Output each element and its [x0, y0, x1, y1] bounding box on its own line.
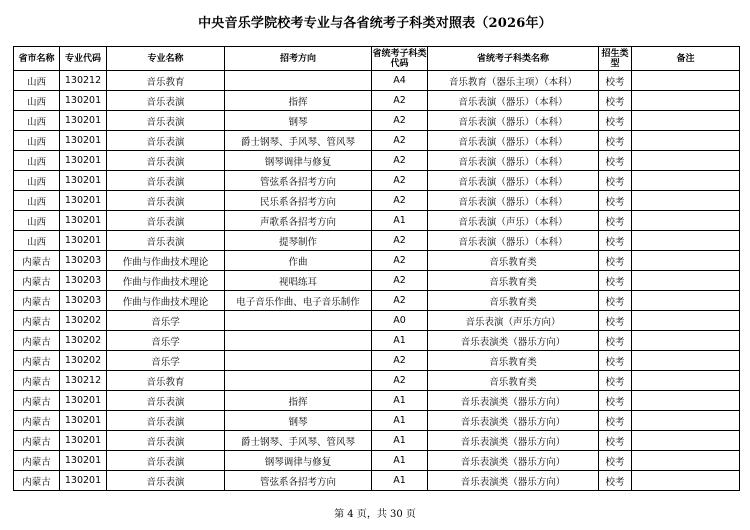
table-row — [14, 291, 740, 311]
cell-subcategory-name: 音乐教育（器乐主项）（本科） — [428, 71, 599, 91]
header-admission-type: 招生类型 — [599, 47, 632, 71]
cell-subcategory-name: 音乐表演类（器乐方向） — [428, 331, 599, 351]
cell-major-name: 音乐表演 — [107, 111, 225, 131]
cell-subcategory-name: 音乐教育类 — [428, 251, 599, 271]
cell-subcategory-code: A1 — [372, 391, 428, 411]
cell-admission-type: 校考 — [599, 311, 632, 331]
table-row — [14, 171, 740, 191]
cell-remarks — [632, 291, 740, 311]
table-row — [14, 131, 740, 151]
cell-admission-type: 校考 — [599, 131, 632, 151]
cell-major-name: 音乐表演 — [107, 231, 225, 251]
cell-direction: 爵士钢琴、手风琴、管风琴 — [225, 431, 372, 451]
header-subcategory-code: 省统考子科类代码 — [372, 48, 427, 69]
cell-subcategory-name: 音乐教育类 — [428, 271, 599, 291]
cell-subcategory-code: A1 — [372, 211, 428, 231]
cell-province: 山西 — [14, 151, 60, 171]
cell-province: 山西 — [14, 211, 60, 231]
cell-province: 山西 — [14, 131, 60, 151]
cell-subcategory-code: A2 — [372, 351, 428, 371]
cell-admission-type: 校考 — [599, 171, 632, 191]
cell-major-name: 音乐表演 — [107, 91, 225, 111]
header-major-code: 专业代码 — [60, 47, 107, 71]
cell-major-code: 130201 — [60, 431, 107, 451]
cell-remarks — [632, 331, 740, 351]
cell-province: 山西 — [14, 171, 60, 191]
cell-subcategory-code: A2 — [372, 251, 428, 271]
cell-direction: 管弦系各招考方向 — [225, 471, 372, 491]
cell-major-code: 130201 — [60, 231, 107, 251]
cell-admission-type: 校考 — [599, 331, 632, 351]
cell-direction: 管弦系各招考方向 — [225, 171, 372, 191]
cell-subcategory-code: A1 — [372, 411, 428, 431]
cell-province: 内蒙古 — [14, 451, 60, 471]
cell-major-code: 130201 — [60, 151, 107, 171]
cell-admission-type: 校考 — [599, 251, 632, 271]
cell-province: 内蒙古 — [14, 371, 60, 391]
cell-remarks — [632, 71, 740, 91]
cell-major-name: 音乐学 — [107, 311, 225, 331]
cell-direction: 钢琴 — [225, 111, 372, 131]
cell-major-name: 音乐表演 — [107, 131, 225, 151]
cell-province: 内蒙古 — [14, 411, 60, 431]
cell-admission-type: 校考 — [599, 231, 632, 251]
cell-major-name: 音乐表演 — [107, 451, 225, 471]
cell-admission-type: 校考 — [599, 471, 632, 491]
cell-subcategory-name: 音乐表演类（器乐方向） — [428, 471, 599, 491]
cell-remarks — [632, 351, 740, 371]
cell-admission-type: 校考 — [599, 431, 632, 451]
table-row — [14, 151, 740, 171]
cell-province: 山西 — [14, 231, 60, 251]
table-header-row — [14, 47, 740, 71]
cell-major-code: 130202 — [60, 331, 107, 351]
cell-remarks — [632, 271, 740, 291]
cell-remarks — [632, 91, 740, 111]
cell-direction — [225, 311, 372, 331]
cell-major-name: 音乐表演 — [107, 191, 225, 211]
cell-province: 内蒙古 — [14, 291, 60, 311]
header-major-name: 专业名称 — [107, 47, 225, 71]
cell-major-name: 音乐学 — [107, 331, 225, 351]
table-body — [14, 71, 740, 491]
cell-major-code: 130201 — [60, 91, 107, 111]
cell-subcategory-name: 音乐表演（声乐方向） — [428, 311, 599, 331]
cell-direction — [225, 351, 372, 371]
cell-admission-type: 校考 — [599, 91, 632, 111]
cell-remarks — [632, 391, 740, 411]
cell-major-code: 130201 — [60, 471, 107, 491]
table-row — [14, 371, 740, 391]
cell-major-name: 音乐教育 — [107, 371, 225, 391]
cell-direction: 民乐系各招考方向 — [225, 191, 372, 211]
cell-province: 内蒙古 — [14, 431, 60, 451]
cell-remarks — [632, 151, 740, 171]
cell-direction: 钢琴 — [225, 411, 372, 431]
cell-remarks — [632, 311, 740, 331]
cell-direction: 钢琴调律与修复 — [225, 151, 372, 171]
table-row — [14, 191, 740, 211]
cell-subcategory-name: 音乐表演（器乐）（本科） — [428, 191, 599, 211]
cell-subcategory-name: 音乐表演（器乐）（本科） — [428, 91, 599, 111]
cell-subcategory-name: 音乐表演类（器乐方向） — [428, 451, 599, 471]
cell-major-code: 130201 — [60, 111, 107, 131]
cell-province: 内蒙古 — [14, 391, 60, 411]
cell-subcategory-code: A2 — [372, 371, 428, 391]
cell-remarks — [632, 431, 740, 451]
cell-subcategory-name: 音乐教育类 — [428, 371, 599, 391]
cell-direction: 视唱练耳 — [225, 271, 372, 291]
cell-major-code: 130212 — [60, 371, 107, 391]
cell-admission-type: 校考 — [599, 271, 632, 291]
cell-admission-type: 校考 — [599, 71, 632, 91]
cell-direction: 指挥 — [225, 91, 372, 111]
cell-admission-type: 校考 — [599, 151, 632, 171]
cell-subcategory-name: 音乐表演（器乐）（本科） — [428, 131, 599, 151]
cell-subcategory-code: A2 — [372, 291, 428, 311]
cell-subcategory-code: A2 — [372, 91, 428, 111]
cell-direction: 电子音乐作曲、电子音乐制作 — [225, 291, 372, 311]
cell-subcategory-name: 音乐教育类 — [428, 291, 599, 311]
cell-subcategory-code: A4 — [372, 71, 428, 91]
cell-remarks — [632, 171, 740, 191]
cell-major-name: 音乐表演 — [107, 471, 225, 491]
cell-subcategory-name: 音乐表演类（器乐方向） — [428, 411, 599, 431]
cell-subcategory-code: A2 — [372, 111, 428, 131]
cell-admission-type: 校考 — [599, 371, 632, 391]
cell-subcategory-name: 音乐表演（声乐）（本科） — [428, 211, 599, 231]
cell-province: 内蒙古 — [14, 271, 60, 291]
table-row — [14, 331, 740, 351]
cell-major-name: 音乐表演 — [107, 211, 225, 231]
cell-subcategory-name: 音乐表演（器乐）（本科） — [428, 111, 599, 131]
table-row — [14, 451, 740, 471]
cell-subcategory-code: A2 — [372, 151, 428, 171]
cell-province: 内蒙古 — [14, 351, 60, 371]
cell-subcategory-name: 音乐教育类 — [428, 351, 599, 371]
cell-major-code: 130201 — [60, 451, 107, 471]
cell-major-code: 130201 — [60, 411, 107, 431]
cell-direction: 作曲 — [225, 251, 372, 271]
cell-remarks — [632, 231, 740, 251]
cell-major-code: 130201 — [60, 191, 107, 211]
cell-major-code: 130202 — [60, 311, 107, 331]
cell-major-code: 130201 — [60, 171, 107, 191]
cell-major-name: 音乐表演 — [107, 151, 225, 171]
admissions-table — [13, 46, 740, 491]
cell-subcategory-code: A1 — [372, 431, 428, 451]
table-row — [14, 71, 740, 91]
cell-subcategory-name: 音乐表演（器乐）（本科） — [428, 171, 599, 191]
cell-admission-type: 校考 — [599, 451, 632, 471]
cell-major-code: 130203 — [60, 291, 107, 311]
table-row — [14, 411, 740, 431]
cell-remarks — [632, 251, 740, 271]
table-row — [14, 351, 740, 371]
cell-province: 内蒙古 — [14, 471, 60, 491]
cell-remarks — [632, 411, 740, 431]
cell-subcategory-code: A2 — [372, 231, 428, 251]
cell-major-code: 130202 — [60, 351, 107, 371]
cell-major-name: 作曲与作曲技术理论 — [107, 251, 225, 271]
cell-major-code: 130201 — [60, 391, 107, 411]
cell-admission-type: 校考 — [599, 411, 632, 431]
cell-admission-type: 校考 — [599, 211, 632, 231]
cell-subcategory-name: 音乐表演类（器乐方向） — [428, 391, 599, 411]
table-row — [14, 271, 740, 291]
header-subcategory-name: 省统考子科类名称 — [428, 47, 599, 71]
cell-subcategory-code: A1 — [372, 471, 428, 491]
cell-major-name: 音乐表演 — [107, 411, 225, 431]
cell-subcategory-code: A1 — [372, 451, 428, 471]
cell-major-code: 130203 — [60, 251, 107, 271]
cell-direction: 声歌系各招考方向 — [225, 211, 372, 231]
cell-direction — [225, 371, 372, 391]
cell-major-code: 130203 — [60, 271, 107, 291]
table-row — [14, 471, 740, 491]
cell-major-name: 音乐表演 — [107, 171, 225, 191]
cell-province: 内蒙古 — [14, 331, 60, 351]
cell-remarks — [632, 131, 740, 151]
document-title: 中央音乐学院校考专业与各省统考子科类对照表（2026年） — [198, 16, 552, 31]
cell-remarks — [632, 451, 740, 471]
table-row — [14, 211, 740, 231]
cell-province: 山西 — [14, 71, 60, 91]
cell-major-name: 作曲与作曲技术理论 — [107, 271, 225, 291]
cell-subcategory-code: A2 — [372, 131, 428, 151]
table-row — [14, 111, 740, 131]
cell-admission-type: 校考 — [599, 191, 632, 211]
cell-province: 内蒙古 — [14, 251, 60, 271]
cell-subcategory-code: A0 — [372, 311, 428, 331]
table-row — [14, 251, 740, 271]
cell-province: 山西 — [14, 191, 60, 211]
cell-subcategory-code: A2 — [372, 271, 428, 291]
header-direction: 招考方向 — [225, 47, 372, 71]
table-row — [14, 91, 740, 111]
cell-direction: 爵士钢琴、手风琴、管风琴 — [225, 131, 372, 151]
cell-remarks — [632, 471, 740, 491]
cell-major-name: 音乐表演 — [107, 431, 225, 451]
cell-remarks — [632, 191, 740, 211]
cell-remarks — [632, 211, 740, 231]
cell-major-name: 音乐学 — [107, 351, 225, 371]
cell-province: 内蒙古 — [14, 311, 60, 331]
cell-direction: 指挥 — [225, 391, 372, 411]
cell-subcategory-name: 音乐表演（器乐）（本科） — [428, 231, 599, 251]
cell-major-name: 音乐教育 — [107, 71, 225, 91]
cell-subcategory-code: A2 — [372, 191, 428, 211]
cell-subcategory-code: A2 — [372, 171, 428, 191]
cell-subcategory-code: A1 — [372, 331, 428, 351]
cell-major-code: 130201 — [60, 131, 107, 151]
cell-direction — [225, 71, 372, 91]
cell-admission-type: 校考 — [599, 391, 632, 411]
cell-subcategory-name: 音乐表演（器乐）（本科） — [428, 151, 599, 171]
cell-major-name: 作曲与作曲技术理论 — [107, 291, 225, 311]
cell-province: 山西 — [14, 111, 60, 131]
cell-major-name: 音乐表演 — [107, 391, 225, 411]
cell-remarks — [632, 371, 740, 391]
cell-province: 山西 — [14, 91, 60, 111]
cell-admission-type: 校考 — [599, 291, 632, 311]
cell-remarks — [632, 111, 740, 131]
cell-admission-type: 校考 — [599, 111, 632, 131]
table-row — [14, 231, 740, 251]
cell-major-code: 130212 — [60, 71, 107, 91]
cell-subcategory-name: 音乐表演类（器乐方向） — [428, 431, 599, 451]
table-row — [14, 391, 740, 411]
page-number: 第 4 页，共 30 页 — [334, 509, 416, 520]
header-remarks: 备注 — [632, 47, 740, 71]
table-row — [14, 431, 740, 451]
cell-major-code: 130201 — [60, 211, 107, 231]
cell-admission-type: 校考 — [599, 351, 632, 371]
cell-direction: 提琴制作 — [225, 231, 372, 251]
cell-direction — [225, 331, 372, 351]
cell-direction: 钢琴调律与修复 — [225, 451, 372, 471]
header-province: 省市名称 — [14, 47, 60, 71]
table-row — [14, 311, 740, 331]
